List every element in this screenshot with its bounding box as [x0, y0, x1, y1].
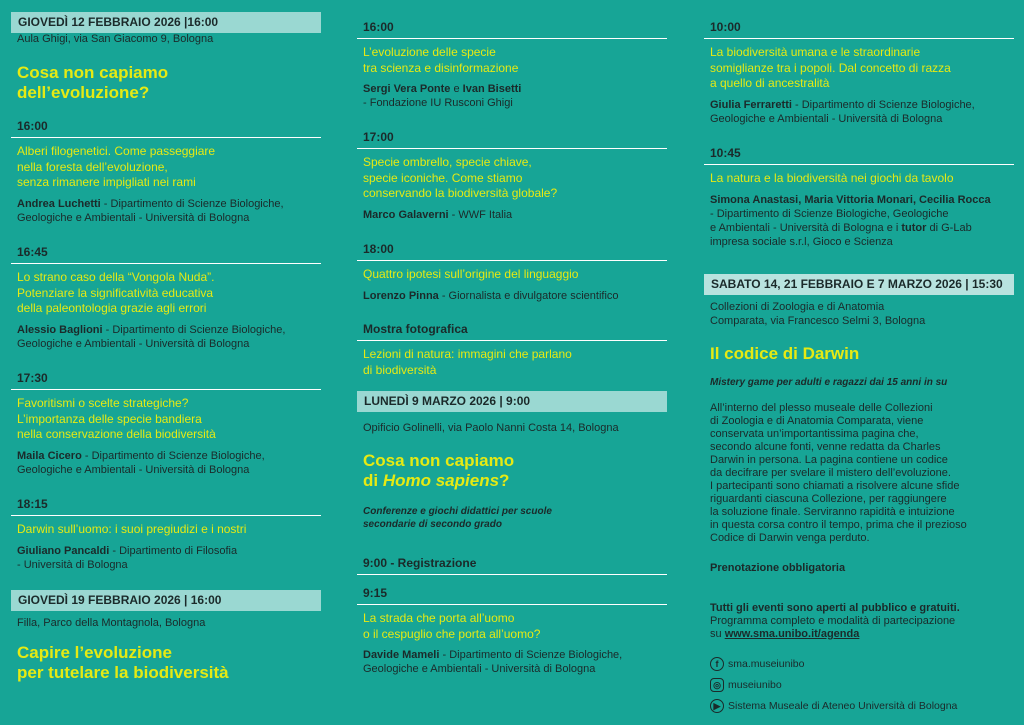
session-title: Quattro ipotesi sull’origine del linguaggio [363, 267, 579, 281]
session-title: Darwin sull’uomo: i suoi pregiudizi e i nostri [17, 522, 247, 536]
session-title: La strada che porta all’uomo o il cespuglio che porta all’uomo? [363, 611, 541, 641]
session-time: 10:00 [704, 20, 1014, 39]
speaker: Alessio Baglioni - Dipartimento di Scienze Biologiche, Geologiche e Ambientali - Università di Bologna [17, 323, 286, 350]
session-time: 10:45 [704, 146, 1014, 165]
session-time: 9:00 - Registrazione [357, 556, 667, 575]
speaker: Giuliano Pancaldi - Dipartimento di Filosofia - Università di Bologna [17, 544, 238, 571]
venue: Filla, Parco della Montagnola, Bologna [17, 617, 206, 629]
youtube-icon: ▶ [710, 699, 724, 713]
session-1800 [357, 242, 667, 303]
event-title: Cosa non capiamo di Homo sapiens? [363, 451, 515, 490]
speaker: Marco Galaverni - WWF Italia [363, 208, 513, 221]
date-band: GIOVEDÌ 12 FEBBRAIO 2026 |16:00 [11, 12, 321, 33]
session-time: 18:15 [11, 497, 321, 516]
session-1000 [704, 20, 1014, 126]
event-title: Il codice di Darwin [710, 344, 860, 363]
speaker: Lorenzo Pinna - Giornalista e divulgatore scientifico [363, 289, 619, 302]
session-time: 9:15 [357, 586, 667, 605]
session-1700 [357, 130, 667, 222]
session-title: Alberi filogenetici. Come passeggiare nella foresta dell’evoluzione, senza rimanere impigliati nei rami [17, 144, 216, 189]
instagram-icon: ◎ [710, 678, 724, 692]
session-1600 [357, 20, 667, 110]
speaker: Simona Anastasi, Maria Vittoria Monari, Cecilia Rocca - Dipartimento di Scienze Biologiche, Geologiche e Ambientali - Università di Bologna e i tutor di G-Lab impresa sociale s.r.l, Gioco e Scienza [710, 193, 991, 248]
venue: Collezioni di Zoologia e di Anatomia Comparata, via Francesco Selmi 3, Bologna [710, 301, 926, 327]
session-1645 [11, 245, 321, 351]
speaker: Sergi Vera Ponte e Ivan Bisetti - Fondazione IU Rusconi Ghigi [363, 83, 522, 109]
speaker: Giulia Ferraretti - Dipartimento di Scienze Biologiche, Geologiche e Ambientali - Università di Bologna [710, 98, 975, 125]
date-band: LUNEDÌ 9 MARZO 2026 | 9:00 [357, 391, 667, 412]
venue: Aula Ghigi, via San Giacomo 9, Bologna [17, 33, 214, 45]
agenda-link[interactable]: www.sma.unibo.it/agenda [724, 628, 860, 640]
session-title: La biodiversità umana e le straordinarie somiglianze tra i popoli. Dal concetto di razza a quello di ancestralità [710, 45, 951, 90]
date-band: SABATO 14, 21 FEBBRAIO E 7 MARZO 2026 | 15:30 [704, 274, 1014, 295]
session-time: 17:30 [11, 371, 321, 390]
date-band: GIOVEDÌ 19 FEBBRAIO 2026 | 16:00 [11, 590, 321, 611]
social-instagram[interactable]: ◎ museiunibo [710, 676, 1014, 694]
session-time: 18:00 [357, 242, 667, 261]
event-subtitle: Conferenze e giochi didattici per scuole secondarie di secondo grado [363, 506, 552, 530]
session-1600 [11, 119, 321, 225]
session-1045 [704, 146, 1014, 249]
venue: Opificio Golinelli, via Paolo Nanni Costa 14, Bologna [363, 422, 619, 434]
session-time: Mostra fotografica [357, 322, 667, 341]
session-title: Lo strano caso della “Vongola Nuda”. Potenziare la significatività educativa della paleontologia grazie agli errori [17, 270, 215, 315]
booking-note: Prenotazione obbligatoria [710, 562, 846, 574]
session-title: Lezioni di natura: immagini che parlano di biodiversità [363, 347, 572, 377]
session-title: Specie ombrello, specie chiave, specie iconiche. Come stiamo conservando la biodiversità globale? [363, 155, 558, 200]
event-description: All’interno del plesso museale delle Collezioni di Zoologia e di Anatomia Comparata, viene conservata un’importantissima pagina che, secondo alcune fonti, venne redatta da Charles Darwin in persona. La pagina contiene un codice da decifrare per svelare il mistero dell’evoluzione. I partecipanti sono chiamati a risolvere alcune sfide riguardanti ciascuna Collezione, per raggiungere la soluzione finale. Serviranno rapidità e intuizione in questa corsa contro il tempo, prima che il prezioso Codice di Darwin venga perduto. [710, 402, 967, 544]
session-title: Favoritismi o scelte strategiche? L’importanza delle specie bandiera nella conservazione della biodiversità [17, 396, 216, 441]
info-block: Tutti gli eventi sono aperti al pubblico e gratuiti. Programma completo e modalità di partecipazione su www.sma.unibo.it/agenda [710, 602, 960, 640]
session-time: 16:00 [11, 119, 321, 138]
registration [357, 556, 667, 575]
session-1815 [11, 497, 321, 572]
social-links [704, 652, 1014, 715]
speaker: Andrea Luchetti - Dipartimento di Scienze Biologiche, Geologiche e Ambientali - Università di Bologna [17, 197, 284, 224]
event-subtitle: Mistery game per adulti e ragazzi dai 15 anni in su [710, 377, 948, 388]
social-youtube[interactable]: ▶ Sistema Museale di Ateneo Università di Bologna [710, 697, 1014, 715]
session-time: 17:00 [357, 130, 667, 149]
photo-exhibit [357, 322, 667, 378]
session-time: 16:45 [11, 245, 321, 264]
event-title: Capire l’evoluzione per tutelare la biodiversità [17, 643, 229, 682]
session-title: L’evoluzione delle specie tra scienza e disinformazione [363, 45, 519, 75]
speaker: Davide Mameli - Dipartimento di Scienze Biologiche, Geologiche e Ambientali - Università di Bologna [363, 649, 623, 675]
speaker: Maila Cicero - Dipartimento di Scienze Biologiche, Geologiche e Ambientali - Università di Bologna [17, 449, 265, 476]
facebook-icon: f [710, 657, 724, 671]
event-title: Cosa non capiamo dell’evoluzione? [17, 63, 169, 102]
session-title: La natura e la biodiversità nei giochi da tavolo [710, 171, 954, 185]
session-1730 [11, 371, 321, 477]
social-facebook[interactable]: f sma.museiunibo [710, 655, 1014, 673]
session-915 [357, 586, 667, 676]
session-time: 16:00 [357, 20, 667, 39]
